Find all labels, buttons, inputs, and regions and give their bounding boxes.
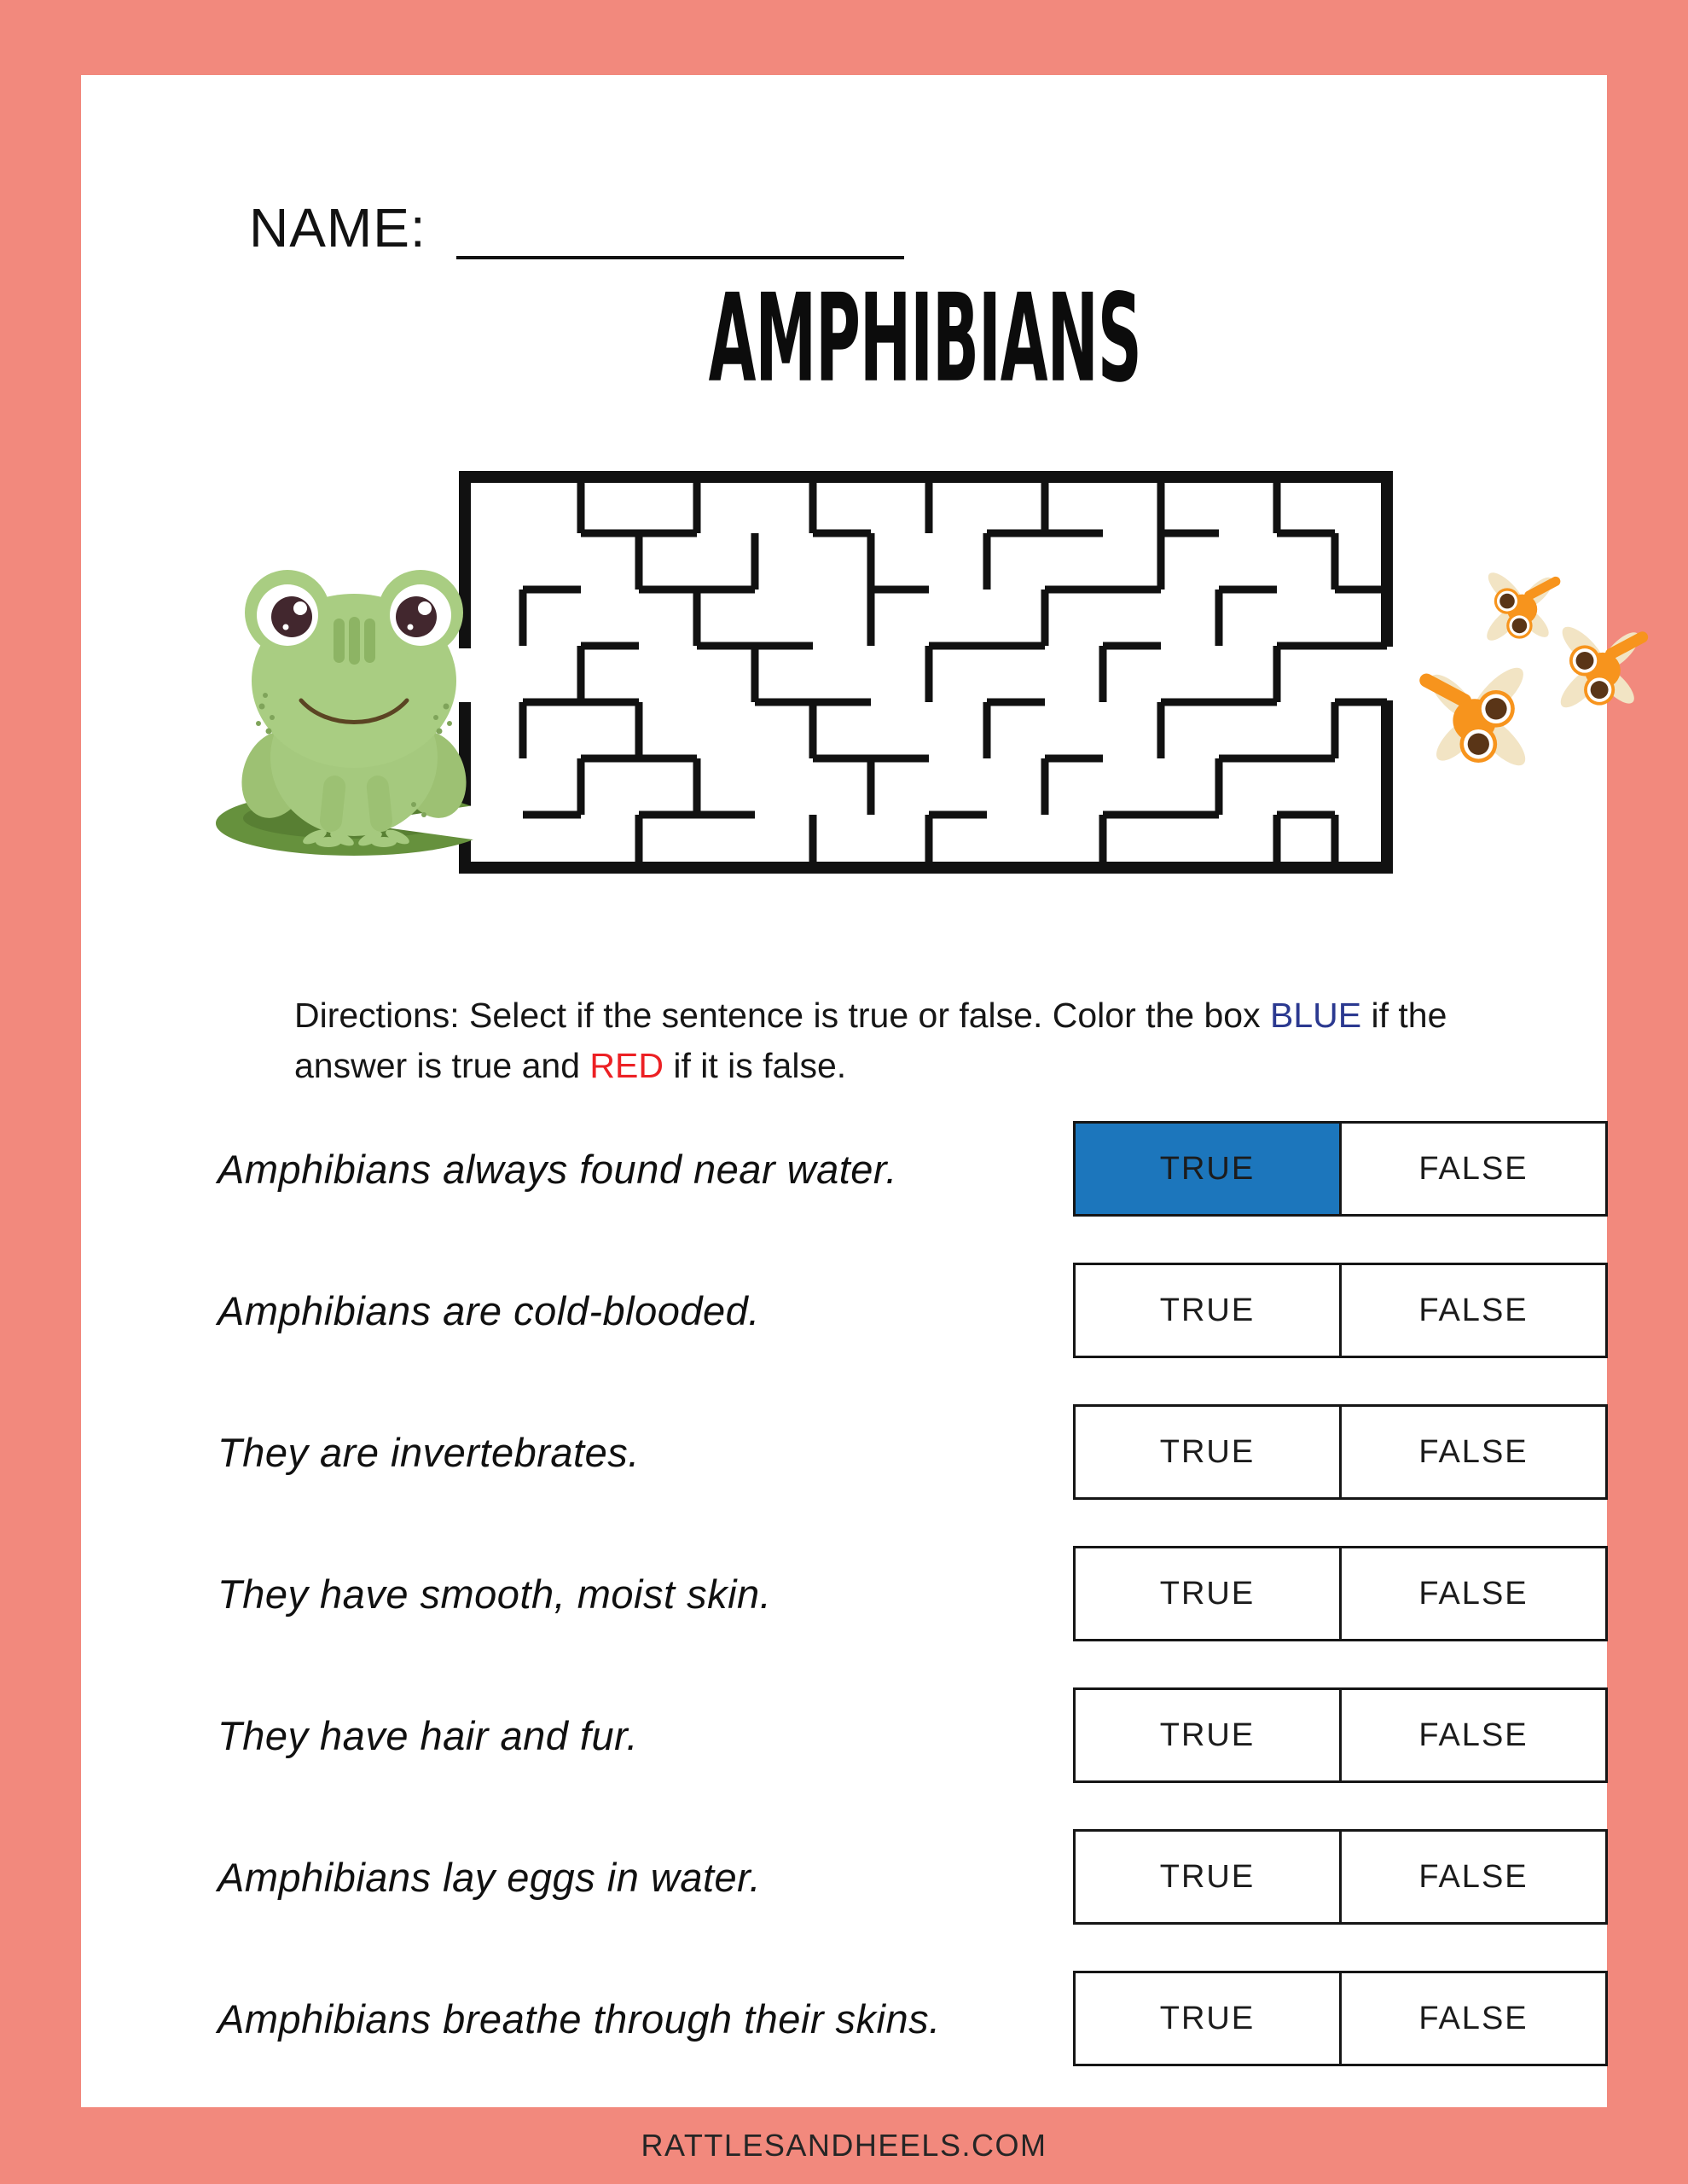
true-false-boxes xyxy=(1073,1263,1608,1358)
false-box[interactable]: FALSE xyxy=(1339,1404,1608,1500)
question-row xyxy=(218,1404,1608,1500)
directions-part3: if it is false. xyxy=(663,1046,847,1086)
question-row xyxy=(218,1687,1608,1783)
name-input-line[interactable] xyxy=(456,256,904,259)
page-title: AMPHIBIANS xyxy=(708,268,1142,410)
directions-text xyxy=(294,990,1557,1092)
true-box[interactable]: TRUE xyxy=(1073,1263,1342,1358)
question-text: Amphibians breathe through their skins. xyxy=(218,1995,941,2042)
question-row xyxy=(218,1546,1608,1641)
true-box[interactable]: TRUE xyxy=(1073,1404,1342,1500)
footer-site-text: RATTLESANDHEELS.COM xyxy=(641,2128,1047,2163)
false-box[interactable]: FALSE xyxy=(1339,1971,1608,2066)
true-false-boxes xyxy=(1073,1971,1608,2066)
maze-image xyxy=(459,471,1393,874)
worksheet-sheet xyxy=(81,75,1607,2107)
false-box[interactable]: FALSE xyxy=(1339,1829,1608,1925)
question-text: They have hair and fur. xyxy=(218,1712,639,1758)
question-text: They have smooth, moist skin. xyxy=(218,1571,772,1617)
true-false-boxes xyxy=(1073,1829,1608,1925)
true-box[interactable]: TRUE xyxy=(1073,1687,1342,1783)
false-box[interactable]: FALSE xyxy=(1339,1687,1608,1783)
true-false-boxes xyxy=(1073,1546,1608,1641)
question-row xyxy=(218,1971,1608,2066)
question-row xyxy=(218,1829,1608,1925)
question-text: Amphibians lay eggs in water. xyxy=(218,1854,762,1900)
false-box[interactable]: FALSE xyxy=(1339,1546,1608,1641)
blue-word: BLUE xyxy=(1270,996,1362,1035)
question-text: Amphibians are cold-blooded. xyxy=(218,1287,760,1333)
red-word: RED xyxy=(589,1046,664,1086)
true-false-boxes xyxy=(1073,1404,1608,1500)
true-false-boxes xyxy=(1073,1687,1608,1783)
question-row xyxy=(218,1263,1608,1358)
footer xyxy=(0,2107,1688,2184)
directions-part2: if the answer is true and xyxy=(294,996,1447,1086)
false-box[interactable]: FALSE xyxy=(1339,1121,1608,1217)
question-row xyxy=(218,1121,1608,1217)
true-false-boxes xyxy=(1073,1121,1608,1217)
frog-icon xyxy=(209,549,503,856)
name-label: NAME: xyxy=(249,197,426,258)
title-wrap xyxy=(81,268,1688,410)
true-box[interactable]: TRUE xyxy=(1073,1971,1342,2066)
directions-part1: Directions: Select if the sentence is true or false. Color the box xyxy=(294,996,1270,1035)
dragonflies-icon xyxy=(1407,557,1688,787)
question-text: Amphibians always found near water. xyxy=(218,1146,897,1192)
true-box[interactable]: TRUE xyxy=(1073,1829,1342,1925)
false-box[interactable]: FALSE xyxy=(1339,1263,1608,1358)
question-text: They are invertebrates. xyxy=(218,1429,640,1475)
true-box[interactable]: TRUE xyxy=(1073,1546,1342,1641)
true-box[interactable]: TRUE xyxy=(1073,1121,1342,1217)
